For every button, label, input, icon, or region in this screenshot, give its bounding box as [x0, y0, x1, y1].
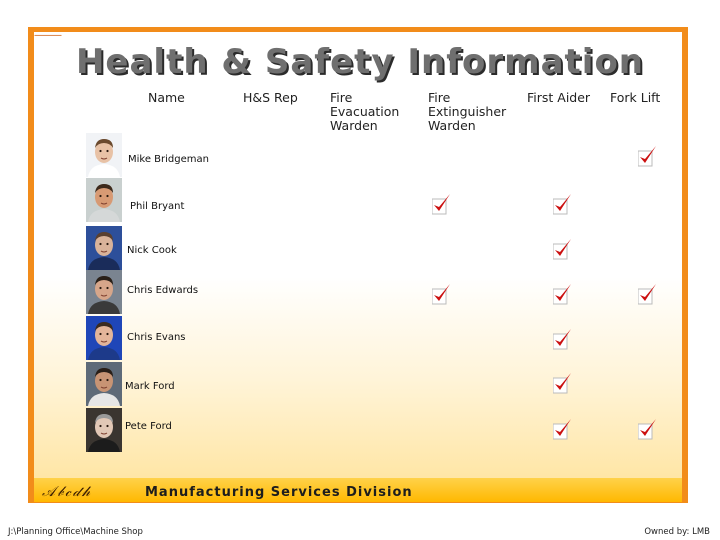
person-name: Mark Ford — [125, 381, 175, 392]
file-path: J:\Planning Office\Machine Shop — [8, 527, 143, 537]
check-mark-icon — [553, 193, 573, 219]
person-photo — [86, 408, 122, 452]
column-header-fire-extinguisher-warden: Fire Extinguisher Warden — [428, 90, 507, 133]
division-name: Manufacturing Services Division — [145, 485, 413, 500]
column-header-fork-lift: Fork Lift — [610, 90, 661, 105]
page-title: Health & Safety Information — [75, 42, 645, 82]
column-header-name: Name — [148, 90, 185, 105]
person-name: Mike Bridgeman — [128, 154, 209, 165]
person-photo — [86, 133, 122, 177]
check-mark-icon — [553, 238, 573, 264]
person-photo — [86, 316, 122, 360]
person-photo — [86, 270, 122, 314]
check-mark-icon — [553, 328, 573, 354]
person-name: Phil Bryant — [130, 201, 185, 212]
person-photo — [86, 226, 122, 270]
corner-dash: ——— — [34, 30, 61, 41]
check-mark-icon — [553, 283, 573, 309]
person-name: Nick Cook — [127, 245, 177, 256]
column-header-first-aider: First Aider — [527, 90, 591, 105]
check-mark-icon — [432, 193, 452, 219]
column-header-hs-rep: H&S Rep — [243, 90, 298, 105]
person-name: Pete Ford — [125, 421, 172, 432]
person-photo — [86, 178, 122, 222]
owner-label: Owned by: LMB — [644, 527, 710, 537]
person-name: Chris Edwards — [127, 285, 199, 296]
signature-mark: 𝒜𝒷𝒸𝒹𝒽 — [42, 484, 92, 500]
column-header-fire-evacuation-warden: Fire Evacuation Warden — [330, 90, 400, 133]
check-mark-icon — [553, 418, 573, 444]
check-mark-icon — [638, 418, 658, 444]
check-mark-icon — [638, 283, 658, 309]
person-name: Chris Evans — [127, 332, 186, 343]
check-mark-icon — [638, 145, 658, 171]
check-mark-icon — [432, 283, 452, 309]
check-mark-icon — [553, 372, 573, 398]
person-photo — [86, 362, 122, 406]
